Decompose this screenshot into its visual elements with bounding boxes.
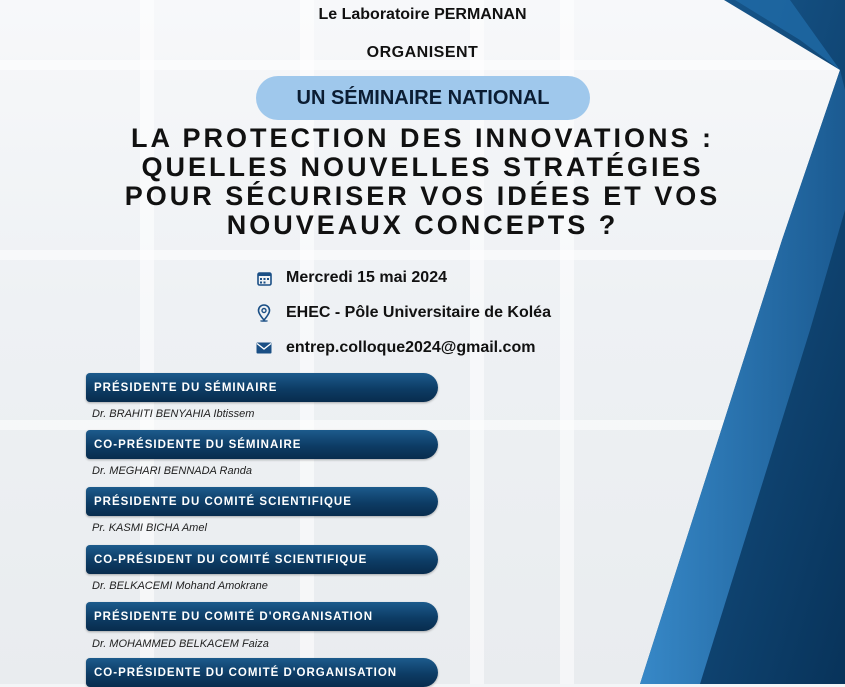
committee-member-name: Dr. BELKACEMI Mohand Amokrane bbox=[92, 580, 268, 592]
laboratory-name: Le Laboratoire PERMANAN bbox=[318, 6, 527, 23]
date-text: Mercredi 15 mai 2024 bbox=[286, 269, 447, 286]
envelope-icon bbox=[256, 340, 272, 356]
committee-member-name: Dr. MEGHARI BENNADA Randa bbox=[92, 465, 252, 477]
committee-role-banner: PRÉSIDENTE DU SÉMINAIRE bbox=[86, 373, 438, 402]
committee-role-banner: CO-PRÉSIDENTE DU SÉMINAIRE bbox=[86, 430, 438, 459]
seminar-title bbox=[100, 124, 745, 240]
committee-role-banner: PRÉSIDENTE DU COMITÉ D'ORGANISATION bbox=[86, 602, 438, 631]
organisent-label: ORGANISENT bbox=[366, 44, 479, 61]
event-email bbox=[256, 336, 535, 360]
event-date bbox=[256, 266, 447, 290]
committee-member-name: Dr. BRAHITI BENYAHIA Ibtissem bbox=[92, 408, 255, 420]
title-line: QUELLES NOUVELLES STRATÉGIES bbox=[141, 152, 704, 182]
calendar-icon bbox=[256, 270, 272, 286]
seminar-badge: UN SÉMINAIRE NATIONAL bbox=[256, 76, 590, 120]
event-location bbox=[256, 301, 551, 325]
title-line: LA PROTECTION DES INNOVATIONS : bbox=[130, 123, 714, 153]
map-pin-icon bbox=[256, 305, 272, 321]
committee-member-name: Pr. KASMI BICHA Amel bbox=[92, 522, 207, 534]
committee-member-name: Dr. MOHAMMED BELKACEM Faiza bbox=[92, 638, 269, 650]
title-line: NOUVEAUX CONCEPTS ? bbox=[226, 210, 619, 240]
committee-role-banner: PRÉSIDENTE DU COMITÉ SCIENTIFIQUE bbox=[86, 487, 438, 516]
committee-role-banner: CO-PRÉSIDENT DU COMITÉ SCIENTIFIQUE bbox=[86, 545, 438, 574]
title-line: POUR SÉCURISER VOS IDÉES ET VOS bbox=[124, 181, 721, 211]
committee-role-banner: CO-PRÉSIDENTE DU COMITÉ D'ORGANISATION bbox=[86, 658, 438, 687]
email-text: entrep.colloque2024@gmail.com bbox=[286, 339, 536, 356]
location-text: EHEC - Pôle Universitaire de Koléa bbox=[286, 304, 551, 321]
